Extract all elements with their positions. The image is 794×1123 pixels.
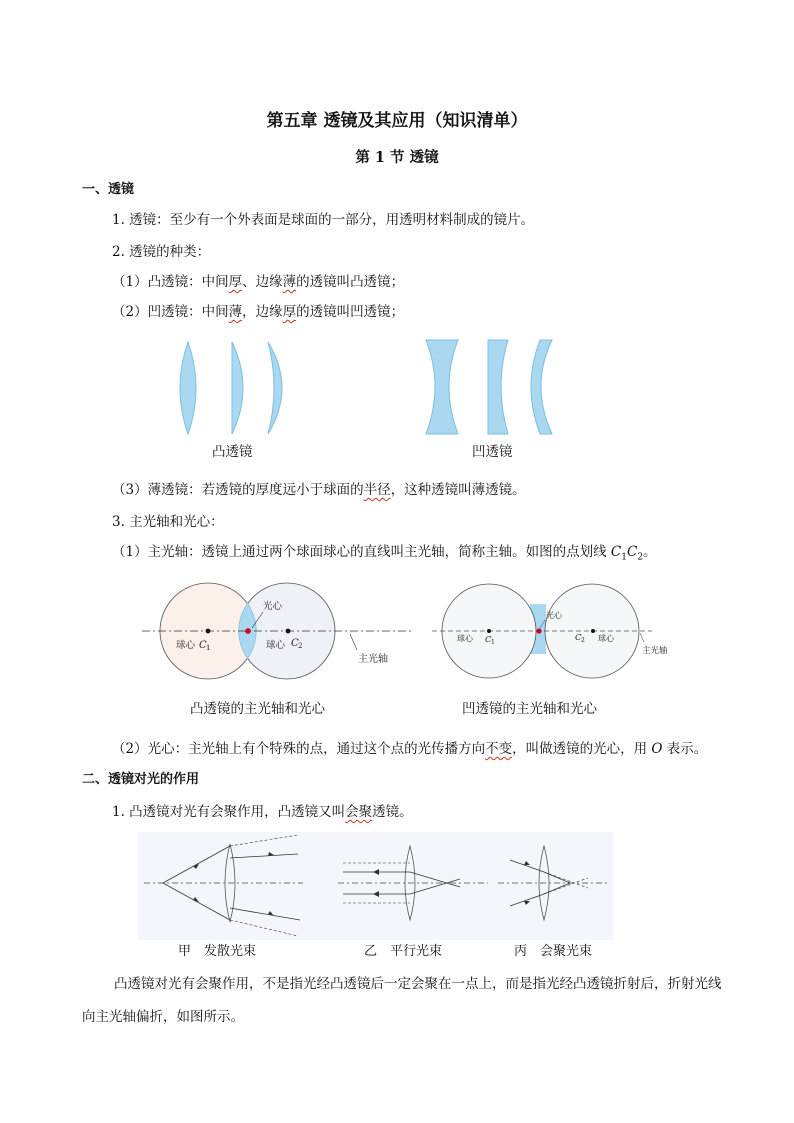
concave-axis-diagram xyxy=(430,578,680,690)
convex-c2-label: C xyxy=(291,638,299,649)
concave-c2-sub: 2 xyxy=(581,637,585,644)
axis-c1: C xyxy=(610,544,622,560)
convex-c2-sub: 2 xyxy=(298,642,303,650)
axis-prefix: （1）主光轴：透镜上通过两个球面球心的直线叫主光轴，简称主轴。如图的点划线 xyxy=(112,544,611,560)
concave-lens-label: 凹透镜 xyxy=(472,444,513,460)
convex-definition xyxy=(112,270,404,290)
optical-center-definition xyxy=(112,737,707,757)
concave-c1-sub: 1 xyxy=(491,639,495,646)
concave-thick: 厚 xyxy=(282,304,297,320)
converging-explanation: 凸透镜对光有会聚作用，不是指光经凸透镜后一定会聚在一点上，而是指光经凸透镜折射后，折射光线向主光轴偏折，如图所示。 xyxy=(82,976,722,1025)
convex-axis-label: 主光轴 xyxy=(358,654,388,665)
heading-lens-effect: 二、透镜对光的作用 xyxy=(82,772,200,787)
convex-center-c2 xyxy=(286,629,291,634)
converging-word: 会聚 xyxy=(345,804,373,820)
center-unchanged: 不变 xyxy=(485,741,513,757)
concave-meniscus-lens-shape xyxy=(531,340,552,434)
concave-thin: 薄 xyxy=(228,304,243,320)
convex-mid: 、边缘 xyxy=(242,274,283,290)
convex-axis-caption: 凸透镜的主光轴和光心 xyxy=(190,701,325,717)
convex-suffix: 的透镜叫凸透镜； xyxy=(296,274,405,290)
center-mid: ，叫做透镜的光心，用 xyxy=(512,741,652,757)
concave-guangxin-label: 光心 xyxy=(546,611,562,620)
concave-axis-pointer xyxy=(640,633,644,642)
converging-prefix: 1. 凸透镜对光有会聚作用，凸透镜又叫 xyxy=(112,804,346,820)
ray-diagrams-figure xyxy=(138,832,613,940)
biconcave-lens-shape xyxy=(426,340,458,434)
axis-c2-sub: 2 xyxy=(637,552,644,563)
convex-center-c1 xyxy=(206,629,211,634)
ray-figure-background xyxy=(138,832,613,940)
convex-optical-center xyxy=(245,628,251,634)
convex-axis-diagram xyxy=(140,578,430,690)
thin-prefix: （3）薄透镜：若透镜的厚度远小于球面的 xyxy=(112,482,364,498)
convex-guangxin-label: 光心 xyxy=(263,601,283,612)
page-title: 第五章 透镜及其应用（知识清单） xyxy=(266,111,528,131)
caption-converging: 丙 会聚光束 xyxy=(514,944,593,959)
section-subtitle: 第 1 节 透镜 xyxy=(355,149,439,166)
item-axis-center: 3. 主光轴和光心： xyxy=(112,514,224,530)
concave-qiuxin2-label: 球心 xyxy=(598,634,614,643)
center-prefix: （2）光心：主光轴上有个特殊的点，通过这个点的光传播方向 xyxy=(112,741,486,757)
caption-diverging: 甲 发散光束 xyxy=(178,944,257,959)
item-lens-definition: 1. 透镜：至少有一个外表面是球面的一部分，用透明材料制成的镜片。 xyxy=(112,212,535,228)
concave-axis-label: 主光轴 xyxy=(642,646,668,656)
convex-qiuxin1-label: 球心 xyxy=(176,640,196,651)
center-o: O xyxy=(651,741,663,757)
convex-axis-pointer xyxy=(350,634,357,650)
converging-suffix: 透镜。 xyxy=(372,804,413,820)
convex-prefix: （1）凸透镜：中间 xyxy=(112,274,229,290)
concave-suffix: 的透镜叫凹透镜； xyxy=(296,304,405,320)
lens-shapes-figure xyxy=(170,336,570,440)
axis-c2: C xyxy=(626,544,638,560)
concave-c1-label: C xyxy=(485,635,492,645)
axis-c1-sub: 1 xyxy=(621,552,627,563)
principal-axis-definition xyxy=(112,540,657,563)
plano-concave-lens-shape xyxy=(488,340,508,434)
concave-axis-caption: 凹透镜的主光轴和光心 xyxy=(462,701,597,717)
convex-c1-sub: 1 xyxy=(206,644,211,652)
concave-center-c2 xyxy=(591,629,595,633)
caption-parallel: 乙 平行光束 xyxy=(364,944,443,959)
concave-prefix: （2）凹透镜：中间 xyxy=(112,304,229,320)
convex-thick: 厚 xyxy=(228,274,243,290)
thin-radius: 半径 xyxy=(363,482,391,498)
axis-suffix: 。 xyxy=(643,544,657,560)
convex-meniscus-lens-shape xyxy=(268,342,282,434)
item-lens-types: 2. 透镜的种类： xyxy=(112,244,211,260)
concave-optical-center xyxy=(536,628,541,633)
convex-converging-statement xyxy=(112,800,413,820)
concave-mid: ，边缘 xyxy=(242,304,283,320)
convex-lens-label: 凸透镜 xyxy=(212,444,253,460)
concave-center-c1 xyxy=(487,629,491,633)
center-suffix: 表示。 xyxy=(662,741,708,757)
heading-lens: 一、透镜 xyxy=(82,182,135,197)
concave-c2-label: C xyxy=(575,633,582,643)
thin-suffix: ，这种透镜叫薄透镜。 xyxy=(390,482,526,498)
thin-lens-definition xyxy=(112,478,526,498)
biconvex-lens-shape xyxy=(180,342,196,434)
convex-thin: 薄 xyxy=(282,274,297,290)
convex-qiuxin2-label: 球心 xyxy=(266,640,286,651)
convex-c1-label: C xyxy=(199,640,207,651)
concave-definition xyxy=(112,300,404,320)
plano-convex-lens-shape xyxy=(232,342,243,434)
concave-qiuxin1-label: 球心 xyxy=(457,634,473,643)
